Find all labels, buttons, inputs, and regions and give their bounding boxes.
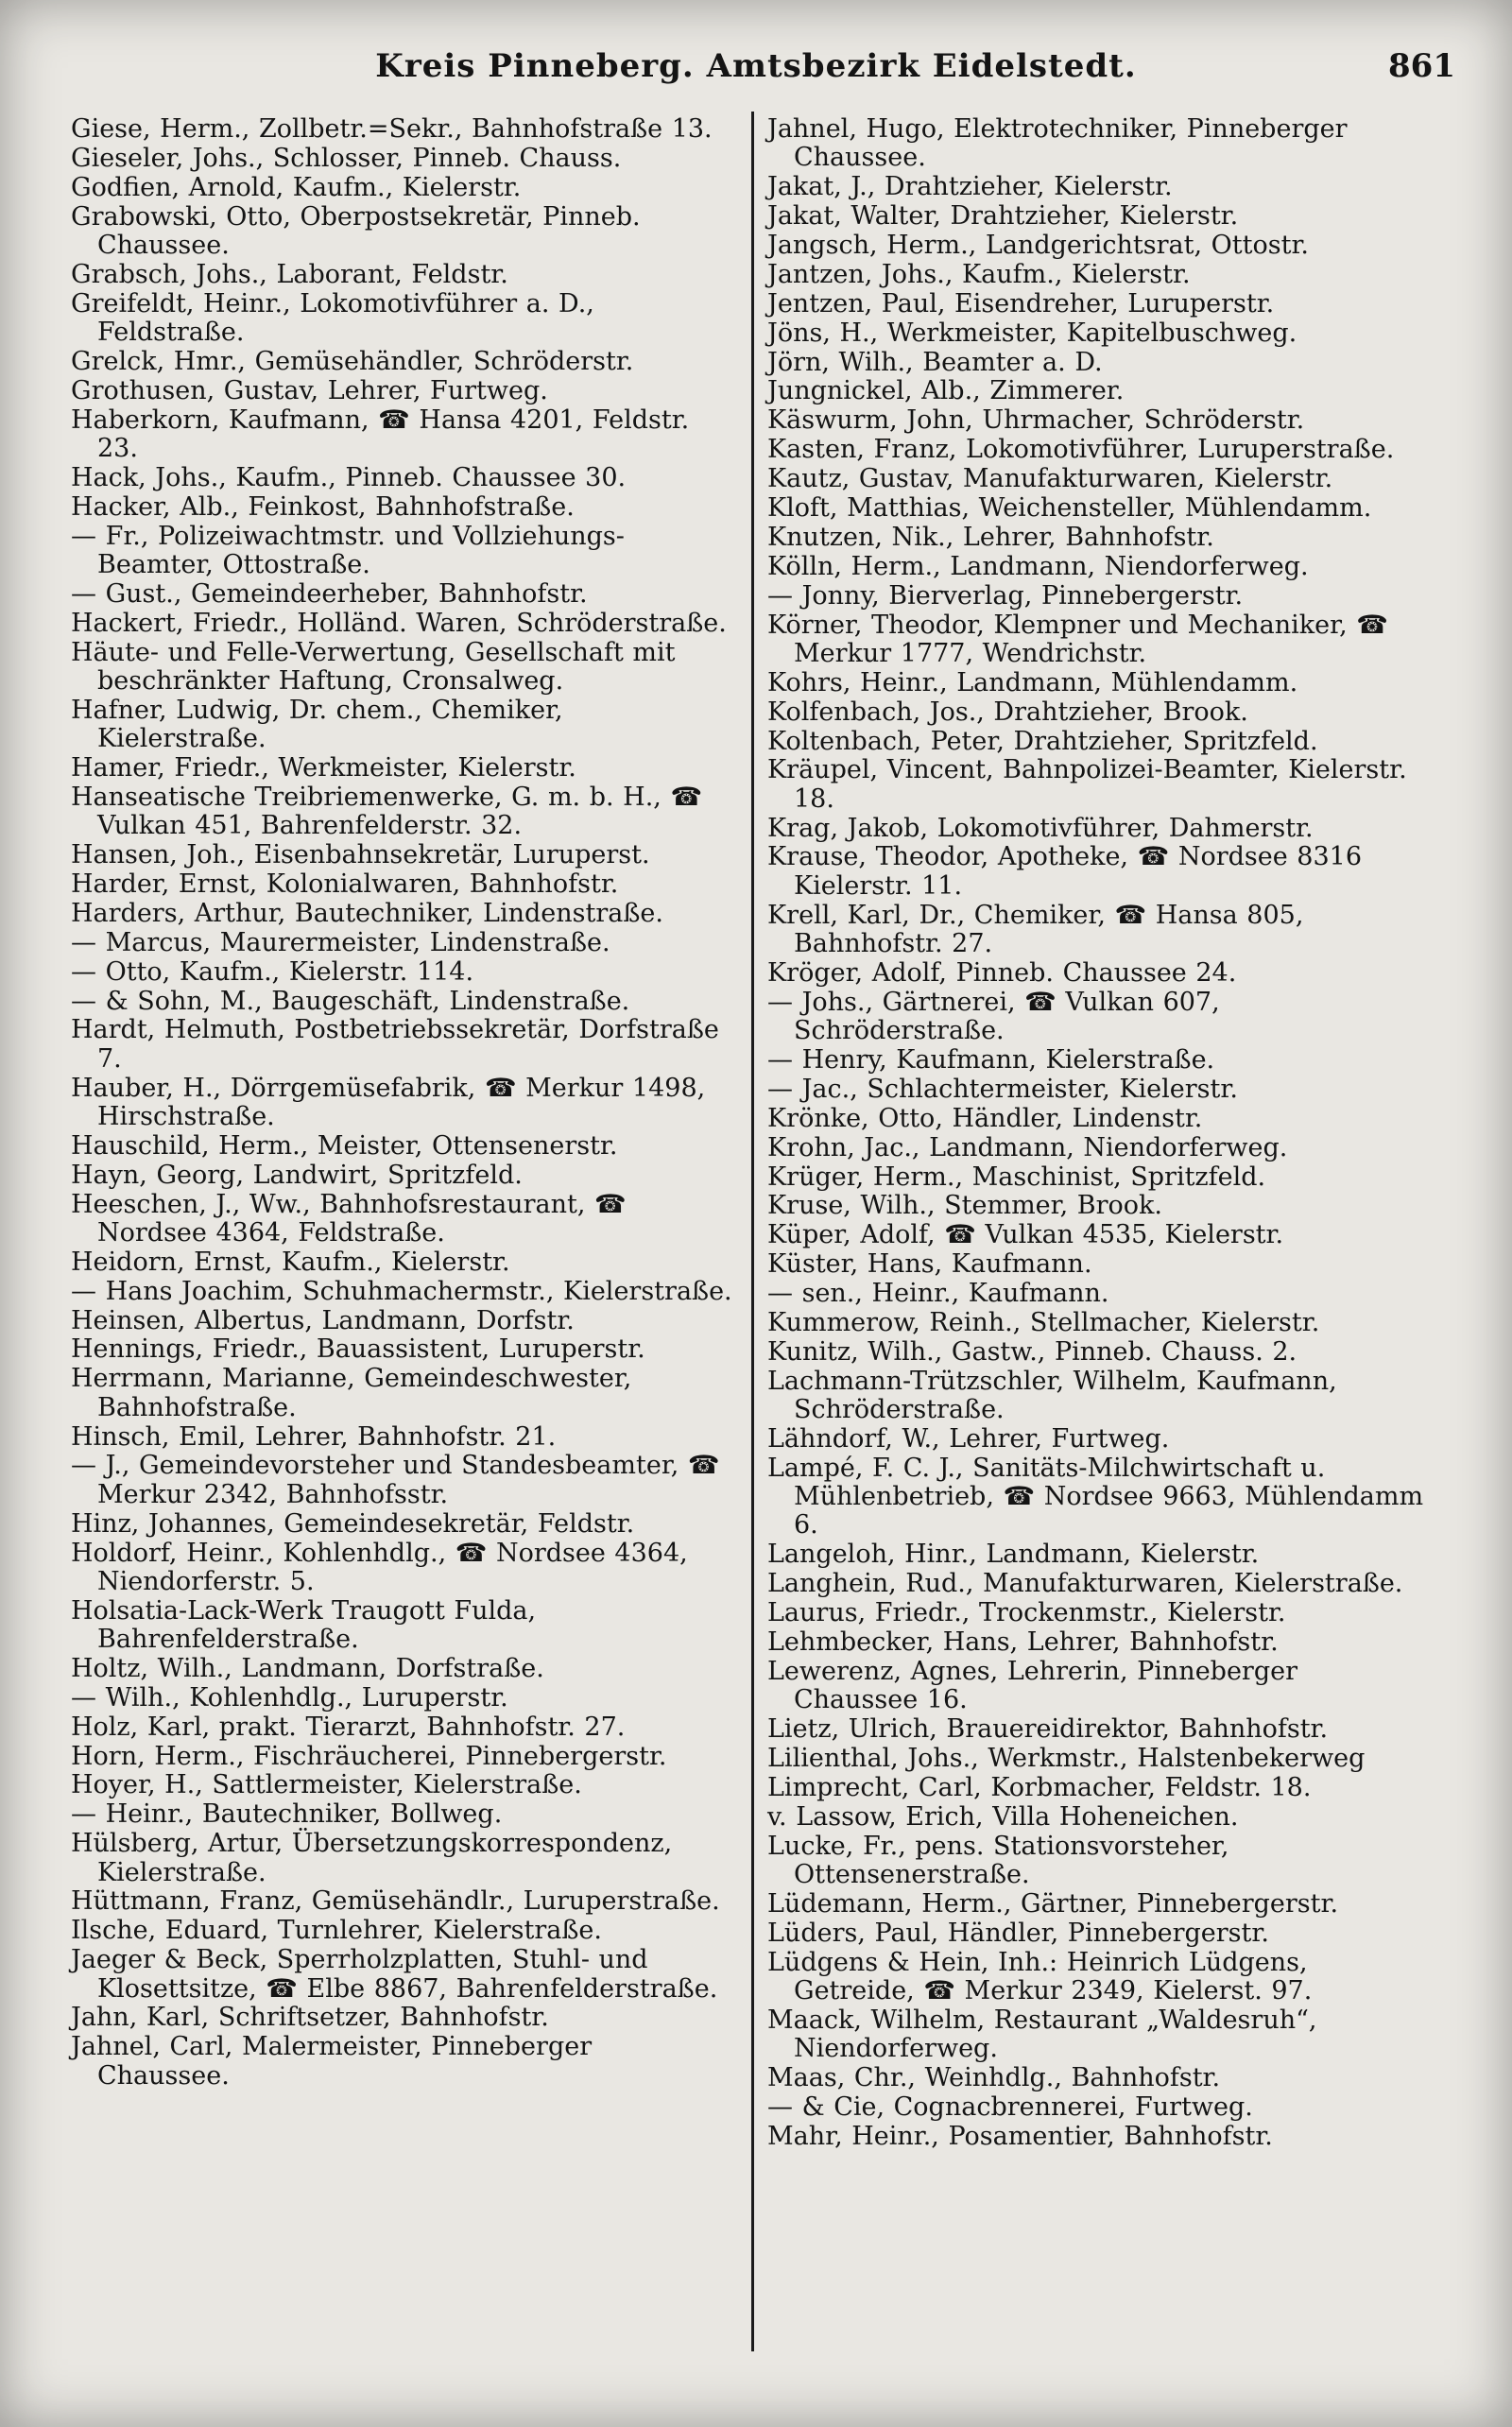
directory-entry: Küster, Hans, Kaufmann. [767,1249,1092,1280]
directory-entry: Heeschen, J., Ww., Bahnhofsrestaurant, ☎ Nordsee 4364, Feldstraße. [71,1189,627,1248]
directory-entry: Körner, Theodor, Klempner und Mechaniker, ☎ Merkur 1777, Wendrichstr. [767,610,1388,668]
directory-entry: Mahr, Heinr., Posamentier, Bahnhofstr. [767,2121,1273,2151]
directory-entry: Jakat, J., Drahtzieher, Kielerstr. [767,172,1173,202]
directory-entry: Lüders, Paul, Händler, Pinnebergerstr. [767,1918,1269,1948]
directory-entry: Kolfenbach, Jos., Drahtzieher, Brook. [767,697,1248,727]
right-column [767,115,1429,2152]
directory-entry: Kräupel, Vincent, Bahnpolizei-Beamter, Kielerstr. 18. [767,755,1407,814]
directory-entry: Hansen, Joh., Eisenbahnsekretär, Luruperst. [71,840,650,870]
directory-entry: Koltenbach, Peter, Drahtzieher, Spritzfeld. [767,726,1318,756]
directory-entry: — Fr., Polizeiwachtmstr. und Vollziehungs-Beamter, Ottostraße. [71,521,625,579]
directory-entry: Hinsch, Emil, Lehrer, Bahnhofstr. 21. [71,1421,557,1452]
directory-entry: — & Cie, Cognacbrennerei, Furtweg. [767,2091,1253,2122]
directory-entry: Hack, Johs., Kaufm., Pinneb. Chaussee 30. [71,462,627,492]
directory-entry: Holz, Karl, prakt. Tierarzt, Bahnhofstr. 27. [71,1712,626,1742]
directory-entry: Lähndorf, W., Lehrer, Furtweg. [767,1423,1170,1454]
directory-entry: Jörn, Wilh., Beamter a. D. [767,347,1103,377]
directory-entry: Herrmann, Marianne, Gemeindeschwester, Bahnhofstraße. [71,1364,632,1422]
directory-entry: Maas, Chr., Weinhdlg., Bahnhofstr. [767,2062,1221,2092]
directory-entry: Hanseatische Treibriemenwerke, G. m. b. H., ☎ Vulkan 451, Bahrenfelderstr. 32. [71,782,703,841]
directory-entry: Haberkorn, Kaufmann, ☎ Hansa 4201, Feldstr. 23. [71,404,690,464]
directory-entry: Jangsch, Herm., Landgerichtsrat, Ottostr. [767,230,1309,260]
directory-entry: Krohn, Jac., Landmann, Niendorferweg. [767,1132,1288,1162]
directory-entry: Jantzen, Johs., Kaufm., Kielerstr. [767,259,1191,289]
directory-entry: Kautz, Gustav, Manufakturwaren, Kielerstr. [767,464,1333,494]
directory-entry: Holsatia-Lack-Werk Traugott Fulda, Bahrenfelderstraße. [71,1595,537,1654]
directory-entry: — Johs., Gärtnerei, ☎ Vulkan 607, Schröderstraße. [767,987,1220,1046]
directory-entry: Jahnel, Carl, Malermeister, Pinneberger Chaussee. [71,2032,593,2091]
directory-entry: Hauber, H., Dörrgemüsefabrik, ☎ Merkur 1498, Hirschstraße. [71,1073,706,1131]
directory-entry: Grothusen, Gustav, Lehrer, Furtweg. [71,375,548,405]
directory-entry: Lilienthal, Johs., Werkmstr., Halstenbekerweg [767,1743,1366,1773]
directory-entry: — Heinr., Bautechniker, Bollweg. [71,1799,503,1830]
directory-entry: Hauschild, Herm., Meister, Ottensenerstr. [71,1130,618,1161]
directory-entry: Ilsche, Eduard, Turnlehrer, Kielerstraße. [71,1916,602,1946]
directory-entry: Krause, Theodor, Apotheke, ☎ Nordsee 8316 Kielerstr. 11. [767,842,1362,901]
directory-entry: — Henry, Kaufmann, Kielerstraße. [767,1044,1215,1075]
directory-entry: — Jac., Schlachtermeister, Kielerstr. [767,1074,1238,1104]
directory-entry: — Jonny, Bierverlag, Pinnebergerstr. [767,580,1244,611]
directory-entry: Hinz, Johannes, Gemeindesekretär, Feldstr. [71,1508,635,1539]
directory-entry: Kloft, Matthias, Weichensteller, Mühlendamm. [767,492,1372,523]
directory-entry: Jahnel, Hugo, Elektrotechniker, Pinneberger Chaussee. [767,114,1348,173]
directory-entry: Grelck, Hmr., Gemüsehändler, Schröderstr. [71,346,634,376]
directory-entry: Giese, Herm., Zollbetr.=Sekr., Bahnhofstraße 13. [71,114,713,144]
directory-entry: Jungnickel, Alb., Zimmerer. [767,376,1125,406]
directory-entry: — Marcus, Maurermeister, Lindenstraße. [71,927,610,957]
directory-entry: Jakat, Walter, Drahtzieher, Kielerstr. [767,201,1239,232]
directory-entry: Langhein, Rud., Manufakturwaren, Kielerstraße. [767,1569,1403,1599]
directory-entry: Hafner, Ludwig, Dr. chem., Chemiker, Kielerstraße. [71,695,563,754]
directory-entry: Grabsch, Johs., Laborant, Feldstr. [71,259,508,289]
directory-entry: Jaeger & Beck, Sperrholzplatten, Stuhl- und Klosettsitze, ☎ Elbe 8867, Bahrenfelderstraße. [71,1945,718,2004]
directory-entry: — Wilh., Kohlenhdlg., Luruperstr. [71,1682,508,1713]
directory-entry: Kasten, Franz, Lokomotivführer, Luruperstraße. [767,435,1395,465]
directory-entry: Harders, Arthur, Bautechniker, Lindenstraße. [71,898,663,928]
directory-entry: Laurus, Friedr., Trockenmstr., Kielerstr. [767,1598,1286,1628]
directory-entry: Harder, Ernst, Kolonialwaren, Bahnhofstr. [71,869,619,899]
directory-entry: v. Lassow, Erich, Villa Hoheneichen. [767,1801,1239,1832]
directory-entry: Hayn, Georg, Landwirt, Spritzfeld. [71,1160,523,1190]
directory-entry: Kruse, Wilh., Stemmer, Brook. [767,1191,1162,1221]
directory-entry: Häute- und Felle-Verwertung, Gesellschaft mit beschränkter Haftung, Cronsalweg. [71,637,676,696]
column-divider [751,112,754,2351]
directory-entry: Langeloh, Hinr., Landmann, Kielerstr. [767,1540,1260,1570]
directory-entry: Lietz, Ulrich, Brauereidirektor, Bahnhofstr. [767,1714,1329,1745]
directory-entry: Kunitz, Wilh., Gastw., Pinneb. Chauss. 2. [767,1336,1297,1367]
directory-entry: — sen., Heinr., Kaufmann. [767,1279,1109,1309]
directory-entry: Kohrs, Heinr., Landmann, Mühlendamm. [767,667,1298,697]
directory-entry: Kummerow, Reinh., Stellmacher, Kielerstr. [767,1307,1320,1337]
directory-entry: Heinsen, Albertus, Landmann, Dorfstr. [71,1305,575,1335]
directory-entry: Hülsberg, Artur, Übersetzungskorrespondenz, Kielerstraße. [71,1829,673,1887]
page-header [57,47,1455,104]
directory-entry: Lampé, F. C. J., Sanitäts-Milchwirtschaft u. Mühlenbetrieb, ☎ Nordsee 9663, Mühlendamm 6. [767,1453,1424,1541]
directory-entry: Grabowski, Otto, Oberpostsekretär, Pinneb. Chaussee. [71,201,641,260]
directory-entry: Limprecht, Carl, Korbmacher, Feldstr. 18. [767,1772,1312,1802]
directory-entry: Hennings, Friedr., Bauassistent, Luruperstr. [71,1334,645,1365]
page-title: Kreis Pinneberg. Amtsbezirk Eidelstedt. [375,47,1137,85]
directory-entry: Käswurm, John, Uhrmacher, Schröderstr. [767,405,1305,436]
directory-entry: — & Sohn, M., Baugeschäft, Lindenstraße. [71,986,630,1016]
directory-entry: Greifeldt, Heinr., Lokomotivführer a. D., Feldstraße. [71,288,594,348]
directory-entry: Holtz, Wilh., Landmann, Dorfstraße. [71,1653,544,1683]
directory-entry: — Gust., Gemeindeerheber, Bahnhofstr. [71,578,588,609]
directory-entry: Jöns, H., Werkmeister, Kapitelbuschweg. [767,318,1297,348]
directory-entry: Jahn, Karl, Schriftsetzer, Bahnhofstr. [71,2003,549,2033]
directory-entry: Hardt, Helmuth, Postbetriebssekretär, Dorfstraße 7. [71,1015,719,1074]
directory-entry: Hamer, Friedr., Werkmeister, Kielerstr. [71,753,576,783]
directory-entry: Lüdemann, Herm., Gärtner, Pinnebergerstr. [767,1888,1339,1919]
directory-entry: Lüdgens & Hein, Inh.: Heinrich Lüdgens, Getreide, ☎ Merkur 2349, Kielerst. 97. [767,1947,1313,2005]
directory-entry: — Otto, Kaufm., Kielerstr. 114. [71,956,474,987]
directory-entry: Hacker, Alb., Feinkost, Bahnhofstraße. [71,491,575,522]
directory-entry: Hüttmann, Franz, Gemüsehändlr., Luruperstraße. [71,1886,720,1917]
page-number: 861 [1388,47,1455,85]
directory-entry: Küper, Adolf, ☎ Vulkan 4535, Kielerstr. [767,1220,1284,1250]
directory-entry: Hackert, Friedr., Holländ. Waren, Schröderstraße. [71,608,727,638]
directory-entry: Lachmann-Trützschler, Wilhelm, Kaufmann, Schröderstraße. [767,1366,1337,1425]
directory-entry: Horn, Herm., Fischräucherei, Pinnebergerstr. [71,1741,667,1771]
directory-entry: Kölln, Herm., Landmann, Niendorferweg. [767,551,1309,581]
directory-entry: — Hans Joachim, Schuhmachermstr., Kielerstraße. [71,1276,732,1306]
directory-entry: Maack, Wilhelm, Restaurant „Waldesruh“, Niendorferweg. [767,2005,1317,2064]
directory-entry: Hoyer, H., Sattlermeister, Kielerstraße. [71,1770,582,1800]
directory-entry: Heidorn, Ernst, Kaufm., Kielerstr. [71,1247,510,1277]
directory-entry: — J., Gemeindevorsteher und Standesbeamter, ☎ Merkur 2342, Bahnhofsstr. [71,1451,720,1509]
directory-entry: Lucke, Fr., pens. Stationsvorsteher, Ottensenerstraße. [767,1831,1229,1889]
directory-entry: Krönke, Otto, Händler, Lindenstr. [767,1103,1203,1133]
left-column [71,115,732,2091]
directory-entry: Kröger, Adolf, Pinneb. Chaussee 24. [767,957,1237,988]
directory-entry: Jentzen, Paul, Eisendreher, Luruperstr. [767,288,1275,318]
directory-entry: Knutzen, Nik., Lehrer, Bahnhofstr. [767,522,1214,552]
directory-entry: Krag, Jakob, Lokomotivführer, Dahmerstr. [767,813,1314,843]
directory-entry: Lehmbecker, Hans, Lehrer, Bahnhofstr. [767,1627,1279,1657]
directory-entry: Lewerenz, Agnes, Lehrerin, Pinneberger Chaussee 16. [767,1656,1298,1715]
directory-entry: Krüger, Herm., Maschinist, Spritzfeld. [767,1162,1266,1192]
directory-entry: Holdorf, Heinr., Kohlenhdlg., ☎ Nordsee 4364, Niendorferstr. 5. [71,1538,688,1596]
directory-entry: Gieseler, Johs., Schlosser, Pinneb. Chauss. [71,143,622,173]
directory-entry: Krell, Karl, Dr., Chemiker, ☎ Hansa 805, Bahnhofstr. 27. [767,900,1304,958]
directory-entry: Godfien, Arnold, Kaufm., Kielerstr. [71,172,522,202]
